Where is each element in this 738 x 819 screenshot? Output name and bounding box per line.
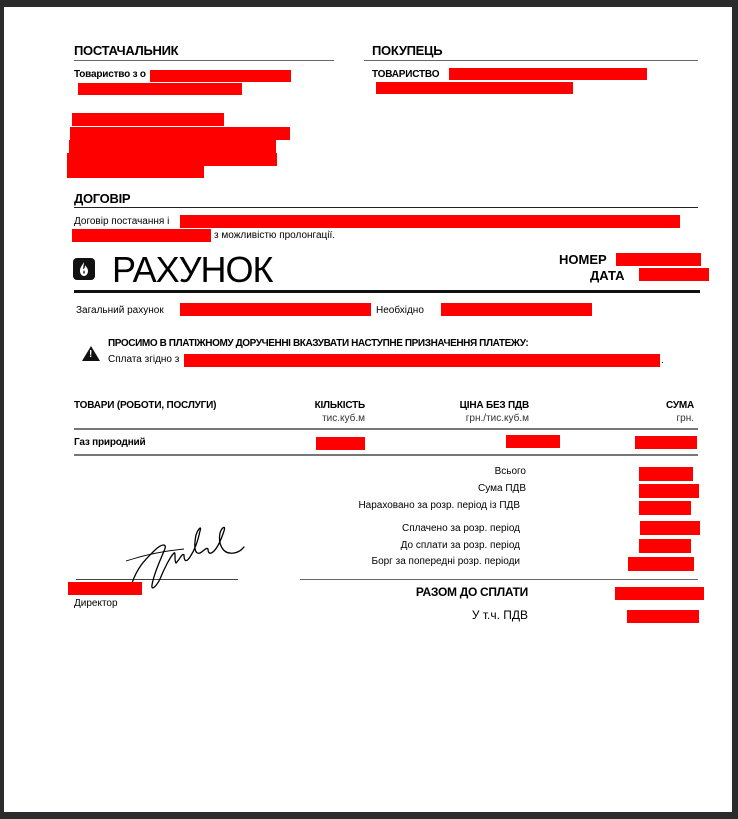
column-header-goods: ТОВАРИ (РОБОТИ, ПОСЛУГИ) bbox=[74, 400, 217, 411]
redaction-block bbox=[72, 229, 211, 242]
invoice-title: РАХУНОК bbox=[112, 249, 273, 290]
summary-paid-label: Сплачено за розр. період bbox=[401, 523, 520, 534]
invoice-page bbox=[4, 7, 732, 812]
redaction-block bbox=[640, 521, 700, 535]
redaction-block bbox=[376, 82, 573, 94]
notice-heading: ПРОСИМО В ПЛАТІЖНОМУ ДОРУЧЕННІ ВКАЗУВАТИ НАСТУПНЕ ПРИЗНАЧЕННЯ ПЛАТЕЖУ: bbox=[108, 338, 529, 349]
column-unit-price: грн./тис.куб.м bbox=[465, 413, 529, 424]
redaction-block bbox=[67, 153, 277, 166]
contract-heading: ДОГОВІР bbox=[74, 191, 131, 206]
payment-purpose-end: . bbox=[661, 355, 664, 366]
grand-total-label: РАЗОМ ДО СПЛАТИ bbox=[415, 585, 528, 599]
redaction-block bbox=[506, 435, 560, 448]
warning-icon: ! bbox=[82, 346, 100, 361]
redaction-block bbox=[78, 83, 242, 95]
redaction-block bbox=[184, 354, 660, 367]
flame-logo-icon bbox=[73, 258, 95, 280]
redaction-block bbox=[68, 582, 142, 595]
required-label: Необхідно bbox=[376, 305, 424, 316]
redaction-block bbox=[69, 140, 276, 153]
column-unit-sum: грн. bbox=[676, 413, 694, 424]
redaction-block bbox=[639, 484, 699, 498]
supplier-name: Товариство з о bbox=[74, 69, 146, 80]
signature-image bbox=[124, 521, 249, 596]
table-row-divider bbox=[74, 454, 698, 456]
redaction-block bbox=[615, 587, 704, 600]
buyer-divider bbox=[364, 60, 698, 61]
column-header-quantity: КІЛЬКІСТЬ bbox=[314, 400, 365, 411]
redaction-block bbox=[441, 303, 592, 316]
supplier-divider bbox=[74, 60, 334, 61]
buyer-name: ТОВАРИСТВО bbox=[372, 69, 440, 80]
contract-line-2: з можливістю пролонгації. bbox=[214, 230, 336, 241]
redaction-block bbox=[639, 501, 691, 515]
summary-labels bbox=[304, 463, 526, 573]
redaction-block bbox=[628, 557, 694, 571]
redaction-block bbox=[67, 166, 204, 178]
redaction-block bbox=[639, 467, 693, 481]
summary-debt-label: Борг за попередні розр. періоди bbox=[371, 556, 520, 567]
supplier-heading: ПОСТАЧАЛЬНИК bbox=[74, 43, 179, 58]
total-account-label: Загальний рахунок bbox=[76, 305, 164, 316]
invoice-divider bbox=[74, 290, 700, 293]
redaction-block bbox=[616, 253, 701, 266]
column-header-sum: СУМА bbox=[665, 400, 694, 411]
payment-purpose-label: Сплата згідно з bbox=[108, 354, 180, 365]
summary-accrued-label: Нараховано за розр. період із ПДВ bbox=[358, 500, 520, 511]
redaction-block bbox=[639, 539, 691, 553]
summary-total-label: Всього bbox=[494, 466, 526, 477]
vat-included-label: У т.ч. ПДВ bbox=[471, 608, 528, 622]
redaction-block bbox=[635, 436, 697, 449]
summary-vat-label: Сума ПДВ bbox=[478, 483, 526, 494]
redaction-block bbox=[150, 70, 291, 82]
buyer-heading: ПОКУПЕЦЬ bbox=[372, 43, 443, 58]
redaction-block bbox=[70, 127, 290, 140]
redaction-block bbox=[449, 68, 647, 80]
summary-due-label: До сплати за розр. період bbox=[400, 540, 520, 551]
table-header-divider bbox=[74, 428, 698, 430]
contract-divider bbox=[74, 207, 698, 208]
total-divider bbox=[300, 579, 698, 580]
redaction-block bbox=[180, 303, 371, 316]
redaction-block bbox=[627, 610, 699, 623]
redaction-block bbox=[316, 437, 365, 450]
signatory-position: Директор bbox=[74, 598, 118, 609]
invoice-number-label: НОМЕР bbox=[559, 252, 607, 267]
redaction-block bbox=[639, 268, 709, 281]
column-header-price: ЦІНА БЕЗ ПДВ bbox=[459, 400, 529, 411]
redaction-block bbox=[72, 113, 224, 126]
invoice-date-label: ДАТА bbox=[590, 268, 625, 283]
item-name: Газ природний bbox=[74, 437, 146, 448]
contract-line-1: Договір постачання і bbox=[74, 216, 170, 227]
column-unit-quantity: тис.куб.м bbox=[322, 413, 365, 424]
redaction-block bbox=[180, 215, 680, 228]
